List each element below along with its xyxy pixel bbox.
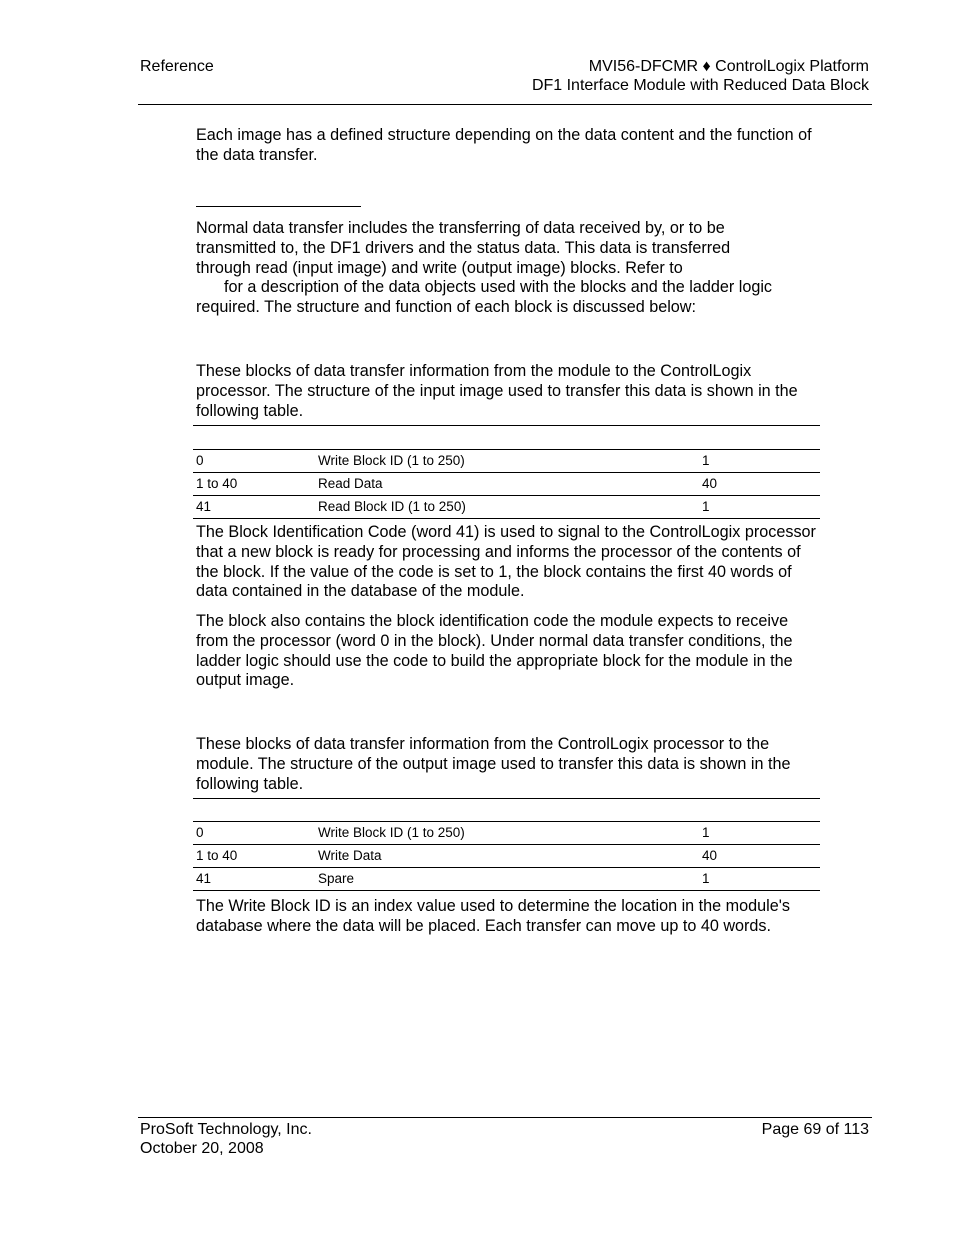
block-id-paragraph: The Block Identification Code (word 41) is used to signal to the ControlLogix processor that a new block is ready for processing and informs the processor of the contents of the block. If the value of the code is set to 1, the block contains the first 40 words of data contained in the database of the module. [196,523,816,601]
table-cell-offset: 0 [193,822,315,845]
normal-transfer-line: transmitted to, the DF1 drivers and the status data. This data is transferred [196,238,731,257]
table-cell-offset: 1 to 40 [193,473,315,496]
header-divider [138,104,872,105]
table-row [193,822,820,845]
table-row [193,845,820,868]
write-block-intro: These blocks of data transfer information from the ControlLogix processor to the module. The structure of the output image used to transfer this data is shown in the following table. [196,735,791,793]
table-cell-length: 1 [699,496,820,519]
table-cell-length: 1 [699,450,820,473]
write-table [193,821,820,891]
write-block-id-paragraph: The Write Block ID is an index value used to determine the location in the module's database where the data will be placed. Each transfer can move up to 40 words. [196,897,790,935]
table-cell-length: 1 [699,822,820,845]
table-cell-length: 1 [699,868,820,891]
table-cell-offset: 1 to 40 [193,845,315,868]
read-table-top-rule [193,425,820,426]
table-cell-description: Spare [315,868,699,891]
section-underline [196,206,361,207]
table-row [193,496,820,519]
table-cell-length: 40 [699,845,820,868]
footer-company: ProSoft Technology, Inc. [140,1121,312,1138]
table-row [193,473,820,496]
header-product [532,57,869,95]
normal-transfer-line: through read (input image) and write (output image) blocks. Refer to [196,258,683,277]
table-cell-offset: 41 [193,868,315,891]
table-cell-description: Read Data [315,473,699,496]
footer-publisher [140,1120,312,1158]
normal-transfer-line: for a description of the data objects used with the blocks and the ladder logic [224,278,773,297]
normal-transfer-line: Normal data transfer includes the transferring of data received by, or to be [196,219,725,237]
table-cell-description: Read Block ID (1 to 250) [315,496,699,519]
footer-page-number: Page 69 of 113 [761,1121,869,1138]
header-product-subtitle: DF1 Interface Module with Reduced Data Block [531,77,869,94]
normal-transfer-paragraph [196,219,821,318]
table-row [193,450,820,473]
table-cell-description: Write Data [315,845,699,868]
read-block-intro: These blocks of data transfer information from the module to the ControlLogix processor. The structure of the input image used to transfer this data is shown in the following table. [196,362,798,420]
header-product-title: MVI56-DFCMR ♦ ControlLogix Platform [588,58,869,75]
table-row [193,868,820,891]
table-cell-offset: 41 [193,496,315,519]
write-table-top-rule [193,798,820,799]
footer-date: October 20, 2008 [140,1140,264,1157]
table-cell-length: 40 [699,473,820,496]
table-cell-offset: 0 [193,450,315,473]
normal-transfer-line: required. The structure and function of each block is discussed below: [196,298,696,317]
read-table [193,449,820,519]
intro-paragraph: Each image has a defined structure depending on the data content and the function of the data transfer. [196,126,812,164]
table-cell-description: Write Block ID (1 to 250) [315,822,699,845]
footer-divider [138,1117,872,1118]
header-section-label: Reference [140,58,214,75]
block-id-expect-paragraph: The block also contains the block identification code the module expects to receive from the processor (word 0 in the block). Under normal data transfer conditions, the ladder logic should use the code to build the appropriate block for the module in the output image. [196,612,793,690]
table-cell-description: Write Block ID (1 to 250) [315,450,699,473]
